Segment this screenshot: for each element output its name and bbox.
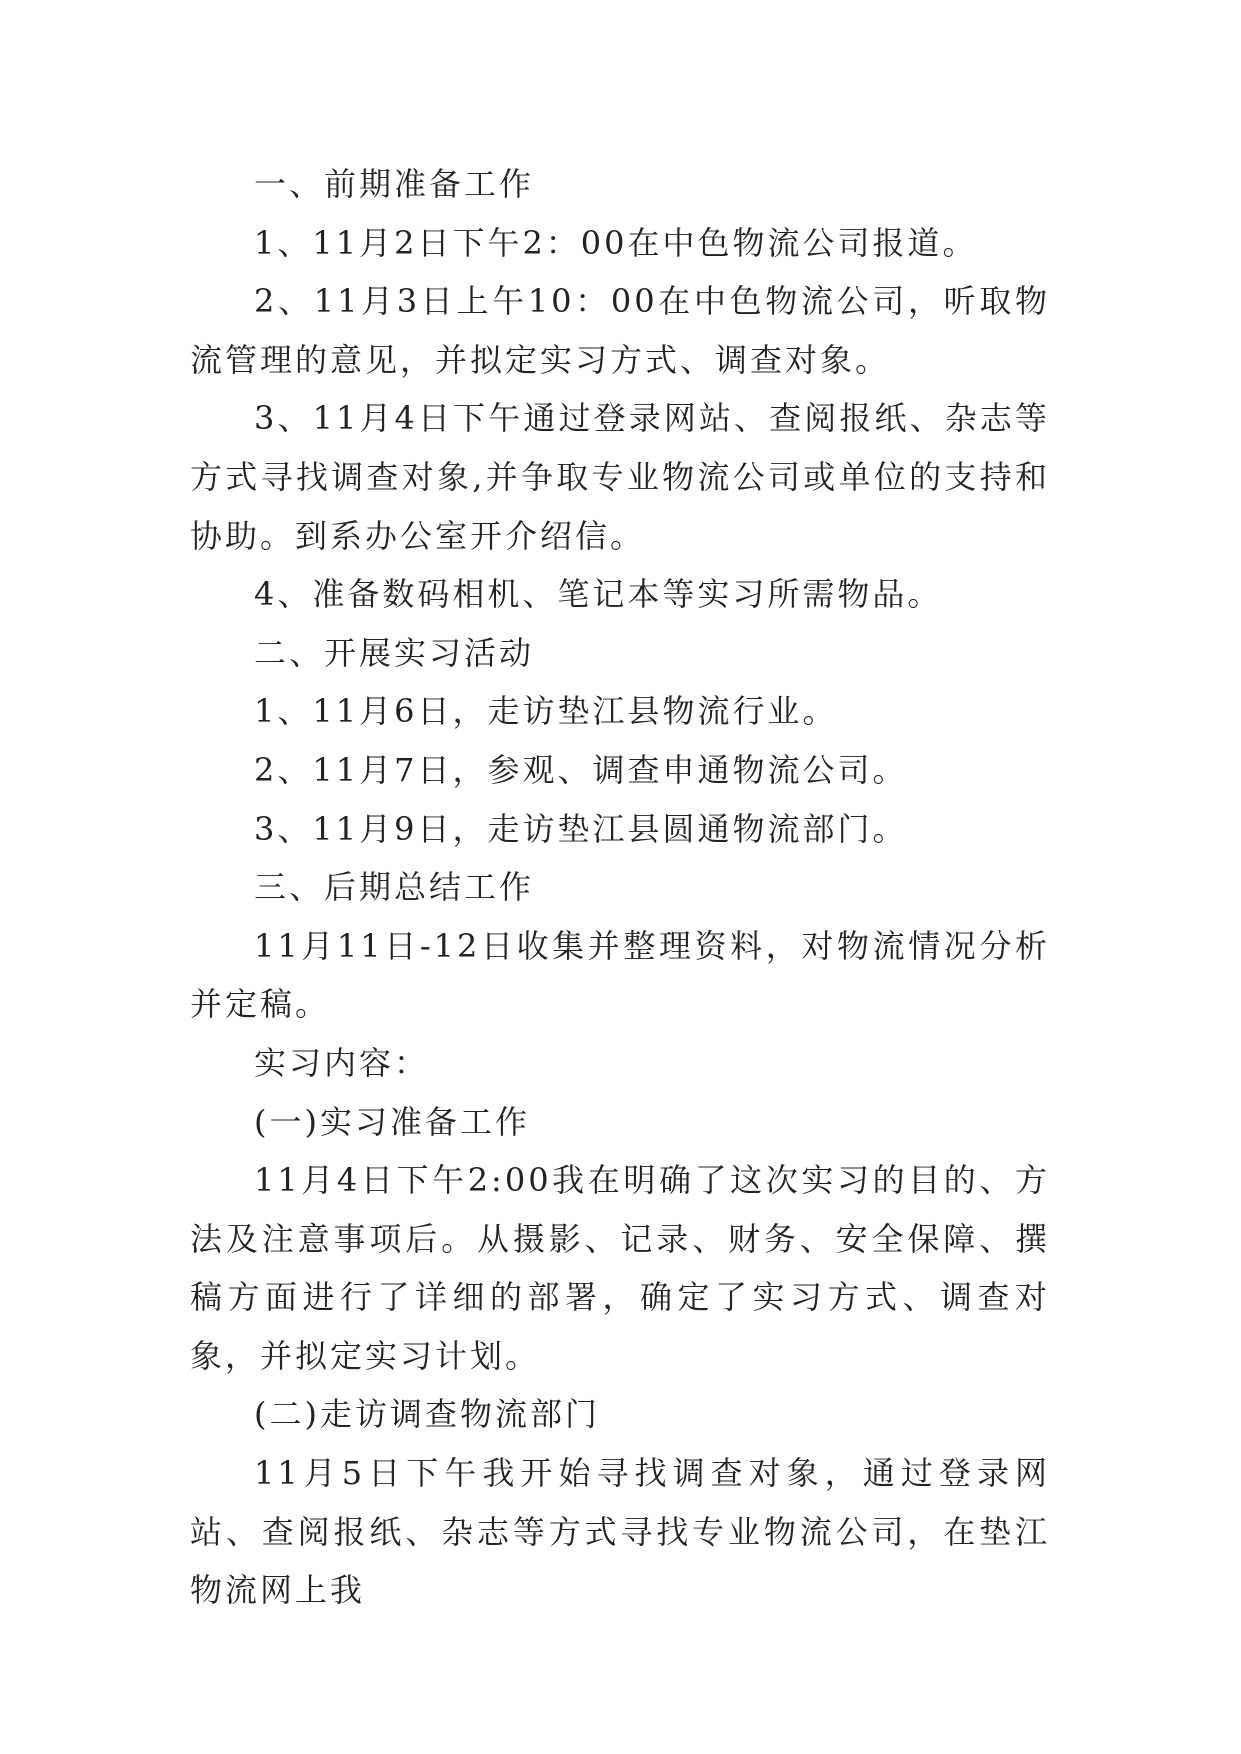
paragraph-body: 11月4日下午2:00我在明确了这次实习的目的、方法及注意事项后。从摄影、记录、财务、安全保障、撰稿方面进行了详细的部署，确定了实习方式、调查对象，并拟定实习计划。 [190,1161,1050,1375]
paragraph-item: 1、11月2日下午2：00在中色物流公司报道。 [254,223,978,262]
heading-preparation: 一、前期准备工作 [254,165,535,203]
paragraph-item: 1、11月6日，走访垫江县物流行业。 [254,692,838,731]
subheading-visit: (二)走访调查物流部门 [254,1395,600,1434]
paragraph-item: 11月11日-12日收集并整理资料，对物流情况分析并定稿。 [190,926,1050,1024]
heading-summary: 三、后期总结工作 [254,868,535,907]
heading-content: 实习内容： [254,1043,430,1082]
paragraph-item: 3、11月9日，走访垫江县圆通物流部门。 [254,809,908,848]
heading-activities: 二、开展实习活动 [254,633,535,672]
subheading-preparation: (一)实习准备工作 [254,1102,530,1141]
paragraph-item: 2、11月3日上午10：00在中色物流公司，听取物流管理的意见，并拟定实习方式、调查对象。 [190,282,1050,379]
paragraph-item: 4、准备数码相机、笔记本等实习所需物品。 [254,575,943,614]
paragraph-body: 11月5日下午我开始寻找调查对象，通过登录网站、查阅报纸、杂志等方式寻找专业物流公司，在垫江物流网上我 [190,1454,1050,1610]
paragraph-item: 3、11月4日下午通过登录网站、查阅报纸、杂志等方式寻找调查对象,并争取专业物流公司或单位的支持和协助。到系办公室开介绍信。 [190,399,1050,555]
document-body [190,155,1050,1620]
paragraph-item: 2、11月7日，参观、调查申通物流公司。 [254,750,908,789]
